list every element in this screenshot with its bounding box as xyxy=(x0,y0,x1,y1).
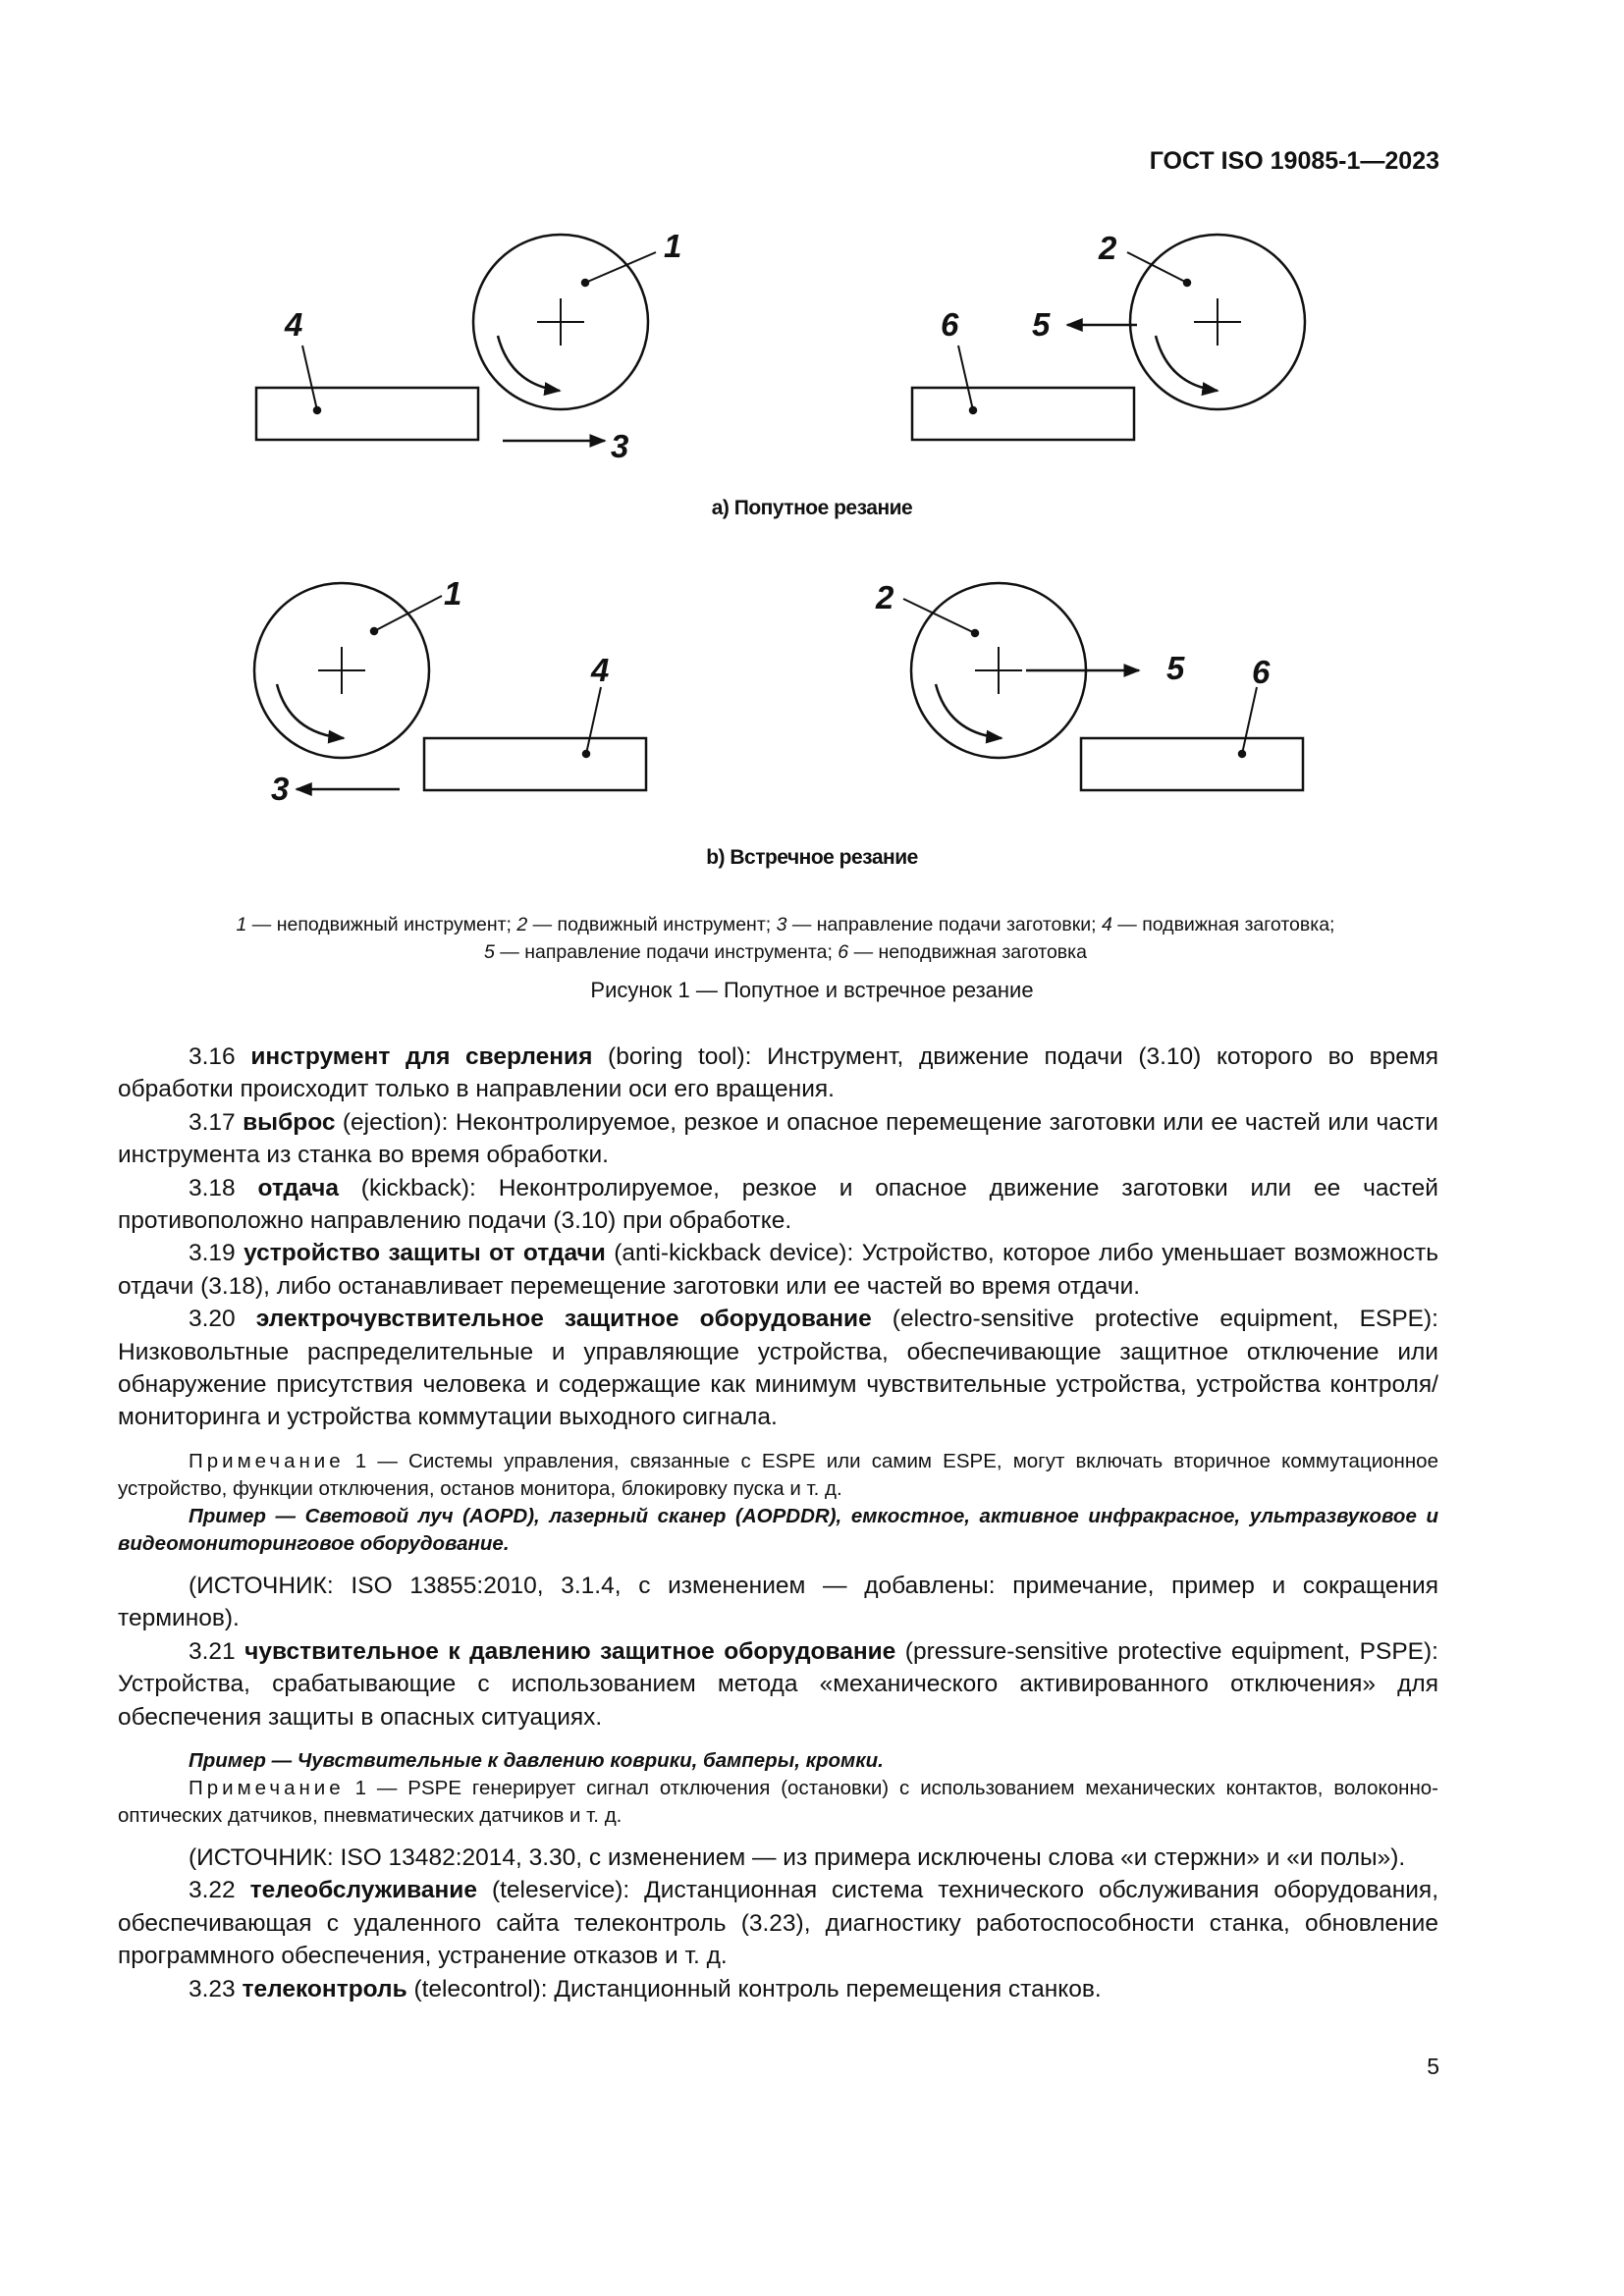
label-6-b: 6 xyxy=(1252,654,1271,690)
source-3-20: (ИСТОЧНИК: ISO 13855:2010, 3.1.4, с изменением — добавлены: примечание, пример и сокращения терминов). xyxy=(118,1572,1438,1632)
cutting-figure xyxy=(0,0,1624,883)
diagram-a-left xyxy=(256,235,656,441)
label-2-b: 2 xyxy=(876,579,894,615)
label-5-a: 5 xyxy=(1032,306,1051,343)
entry-3-20: 3.20 электрочувствительное защитное оборудование (electro-sensitive protective equipment, ESPE): Низковольтные распределительные и управляющие устройства, обеспечивающие защитное отключение или обнаружение присутствия человека и содержащие как минимум чувствительные устройства, устройства контроля/мониторинга и устройства коммутации выходного сигнала. xyxy=(118,1306,1438,1431)
diagram-b-right xyxy=(903,583,1303,790)
entry-3-16: 3.16 инструмент для сверления (boring tool): Инструмент, движение подачи (3.10) которого во время обработки происходит только в направлении оси его вращения. xyxy=(118,1043,1438,1103)
moving-workpiece-b xyxy=(424,738,646,790)
caption-a: a) Попутное резание xyxy=(711,497,913,519)
legend-text-6: — неподвижная заготовка xyxy=(848,941,1087,963)
label-4-a: 4 xyxy=(285,306,303,343)
legend-text-2: — подвижный инструмент; xyxy=(527,914,777,935)
example-3-20: Пример — Световой луч (AOPD), лазерный сканер (AOPDDR), емкостное, активное инфракрасное, ультразвуковое и видеомониторинговое оборудование. xyxy=(118,1504,1438,1555)
example-3-21: Пример — Чувствительные к давлению коврики, бамперы, кромки. xyxy=(189,1748,884,1772)
legend-num-2: 2 xyxy=(516,914,528,935)
document-header: ГОСТ ISO 19085-1—2023 xyxy=(1149,147,1439,175)
entry-3-19: 3.19 устройство защиты от отдачи (anti-kickback device): Устройство, которое либо уменьшает возможность отдачи (3.18), либо останавливает перемещение заготовки или ее частей во время отдачи. xyxy=(118,1240,1438,1300)
legend-num-4: 4 xyxy=(1102,914,1112,935)
document-body xyxy=(118,1041,1438,2005)
entry-3-17: 3.17 выброс (ejection): Неконтролируемое, резкое и опасное перемещение заготовки или ее частей или части инструмента из станка во время обработки. xyxy=(118,1108,1438,1169)
entry-3-22: 3.22 телеобслуживание (teleservice): Дистанционная система технического обслуживания оборудования, обеспечивающая с удаленного сайта телеконтроль (3.23), диагностику работоспособности станка, обновление программного обеспечения, устранение отказов и т. д. xyxy=(118,1877,1438,1970)
legend-text-4: — подвижная заготовка; xyxy=(1111,914,1335,935)
label-3-a: 3 xyxy=(611,428,629,464)
label-3-b: 3 xyxy=(271,771,290,807)
label-2-a: 2 xyxy=(1099,230,1117,266)
label-1-a: 1 xyxy=(664,228,682,264)
label-4-b: 4 xyxy=(591,652,610,688)
fixed-workpiece-b xyxy=(1081,738,1303,790)
legend-text-3: — направление подачи заготовки; xyxy=(786,914,1103,935)
entry-3-21: 3.21 чувствительное к давлению защитное оборудование (pressure-sensitive protective equipment, PSPE): Устройства, срабатывающие с использованием метода «механического активированного отключения» для обеспечения защиты в опасных ситуациях. xyxy=(118,1637,1438,1731)
legend-text-5: — направление подачи инструмента; xyxy=(494,941,839,963)
figure-legend xyxy=(147,911,1424,966)
figure-title: Рисунок 1 — Попутное и встречное резание xyxy=(590,978,1034,1002)
note-3-21: Примечание 1 — PSPE генерирует сигнал отключения (остановки) с использованием механических контактов, волоконно-оптических датчиков, пневматических датчиков и т. д. xyxy=(118,1776,1438,1827)
legend-num-3: 3 xyxy=(776,914,787,935)
fixed-workpiece xyxy=(912,388,1134,440)
label-1-b: 1 xyxy=(444,575,462,612)
page-number: 5 xyxy=(1427,2054,1439,2079)
label-6-a: 6 xyxy=(941,306,959,343)
legend-text-1: — неподвижный инструмент; xyxy=(246,914,517,935)
moving-workpiece xyxy=(256,388,478,440)
legend-num-5: 5 xyxy=(484,941,495,963)
legend-num-1: 1 xyxy=(236,914,247,935)
legend-num-6: 6 xyxy=(838,941,849,963)
caption-b: b) Встречное резание xyxy=(706,846,918,869)
entry-3-23: 3.23 телеконтроль (telecontrol): Дистанционный контроль перемещения станков. xyxy=(189,1975,1102,2002)
entry-3-18: 3.18 отдача (kickback): Неконтролируемое, резкое и опасное движение заготовки или ее частей противоположно направлению подачи (3.10) при обработке. xyxy=(118,1174,1438,1235)
label-5-b: 5 xyxy=(1166,650,1185,686)
note-3-20: Примечание 1 — Системы управления, связанные с ESPE или самим ESPE, могут включать вторичное коммутационное устройство, функции отключения, останов монитора, блокировку пуска и т. д. xyxy=(118,1449,1438,1500)
diagram-b-left xyxy=(254,583,646,790)
source-3-21: (ИСТОЧНИК: ISO 13482:2014, 3.30, с изменением — из примера исключены слова «и стержни» и «и полы»). xyxy=(189,1843,1406,1871)
